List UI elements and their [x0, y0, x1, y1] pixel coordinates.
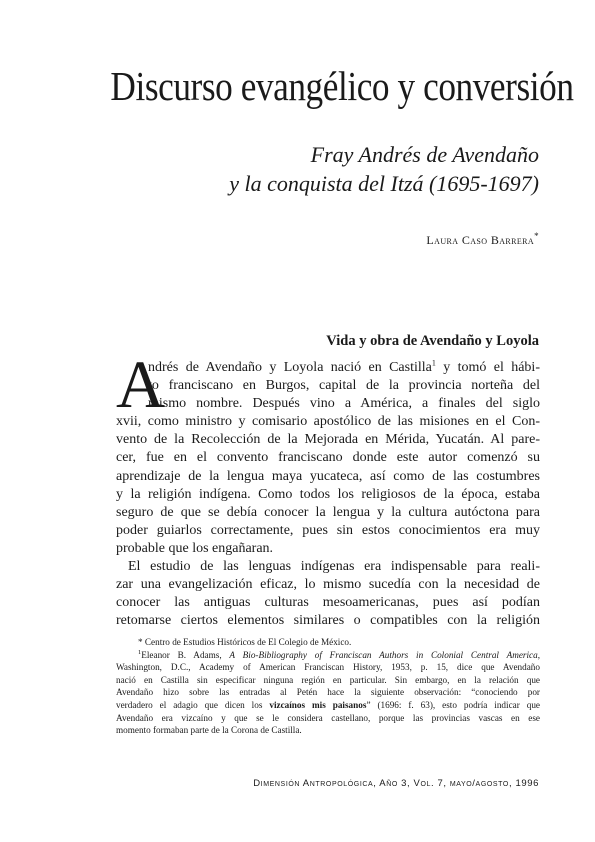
footnote-book-title: A Bio-Bibliography of Franciscan Authors in Colonial Central America	[229, 649, 538, 660]
subtitle-line-1: Fray Andrés de Avendaño	[310, 142, 539, 167]
body-line: zar una evangelización eficaz, lo mismo sucedía con la necesidad de	[116, 577, 540, 593]
footnote-1-line: Washington, D.C., Academy of American Franciscan History, 1953, p. 15, dice que Avendaño	[116, 662, 540, 673]
body-line: cer, fue en el convento franciscano donde este autor comenzó su	[116, 450, 540, 466]
body-line: probable que los engañaran.	[116, 540, 274, 556]
author-footnote-mark: *	[534, 231, 539, 241]
body-line	[116, 359, 540, 377]
footnote-1-line: momento formaban parte de la Corona de Castilla.	[116, 725, 302, 736]
footnotes	[116, 636, 540, 737]
subtitle-line-2: y la conquista del Itzá (1695-1697)	[229, 171, 539, 196]
article-subtitle	[229, 140, 539, 198]
footnote-emphasis: vizcaínos mis paisanos	[269, 699, 367, 710]
footnote-1-line: nació en Castilla sin especificar ninguna región en particular. Sin embargo, en la relación que	[116, 674, 540, 685]
footnote-ref-1: 1	[431, 358, 436, 368]
body-line: conocer las antiguas culturas mesoamericanas, pues así podían	[116, 595, 540, 611]
body-line: seguro de que se debía conocer la lengua y la cultura autóctona para	[116, 504, 540, 520]
body-line: El estudio de las lenguas indígenas era indispensable para reali-	[128, 559, 540, 575]
footnote-1-line: Avendaño hizo sobre las entradas al Petén hace la siguiente observación: “conociendo por	[116, 687, 540, 698]
footnote-1-line	[116, 699, 540, 712]
footnote-1-line	[116, 649, 540, 662]
drop-cap: A	[116, 346, 166, 422]
running-footer: Dimensión Antropológica, Año 3, Vol. 7, mayo/agosto, 1996	[253, 778, 539, 789]
body-line-text: y tomó el hábi-	[435, 360, 540, 375]
body-line: to franciscano en Burgos, capital de la provincia norteña del	[148, 378, 540, 394]
author-name: Laura Caso Barrera	[426, 233, 535, 247]
body-line: retomarse ciertos elementos similares o compatibles con la religión	[116, 613, 540, 629]
footnote-text: Eleanor B. Adams,	[141, 649, 230, 660]
footnote-text: ,	[537, 649, 541, 660]
body-line: xvii, como ministro y comisario apostólico de las misiones en el Con-	[116, 414, 540, 430]
footnote-star: * Centro de Estudios Históricos de El Colegio de México.	[138, 637, 352, 647]
footnote-text: ” (1696: f. 63), esto podría indicar que	[366, 699, 540, 710]
footnote-text: verdadero el adagio que dicen los	[116, 699, 270, 710]
footnote-1-mark: 1	[138, 648, 142, 656]
body-line: vento de la Recolección de la Mejorada en Mérida, Yucatán. Al pare-	[116, 432, 540, 448]
body-text	[116, 359, 540, 630]
author-byline	[426, 231, 539, 248]
body-line: poder guiarlos correctamente, pues sin estos conocimientos era muy	[116, 522, 540, 538]
article-title: Discurso evangélico y conversión	[110, 63, 574, 109]
body-line: y la religión indígena. Como todos los religiosos de la época, estaba	[116, 486, 540, 502]
body-line-text: ndrés de Avendaño y Loyola nació en Castilla	[148, 360, 432, 375]
section-heading: Vida y obra de Avendaño y Loyola	[326, 333, 539, 349]
body-line: mismo nombre. Después vino a América, a finales del siglo	[148, 396, 540, 412]
footnote-1-line: Avendaño era vizcaíno y que se le considera castellano, porque las provincias vascas en ese	[116, 712, 540, 723]
body-line: aprendizaje de la lengua maya yucateca, así como de las costumbres	[116, 468, 540, 484]
